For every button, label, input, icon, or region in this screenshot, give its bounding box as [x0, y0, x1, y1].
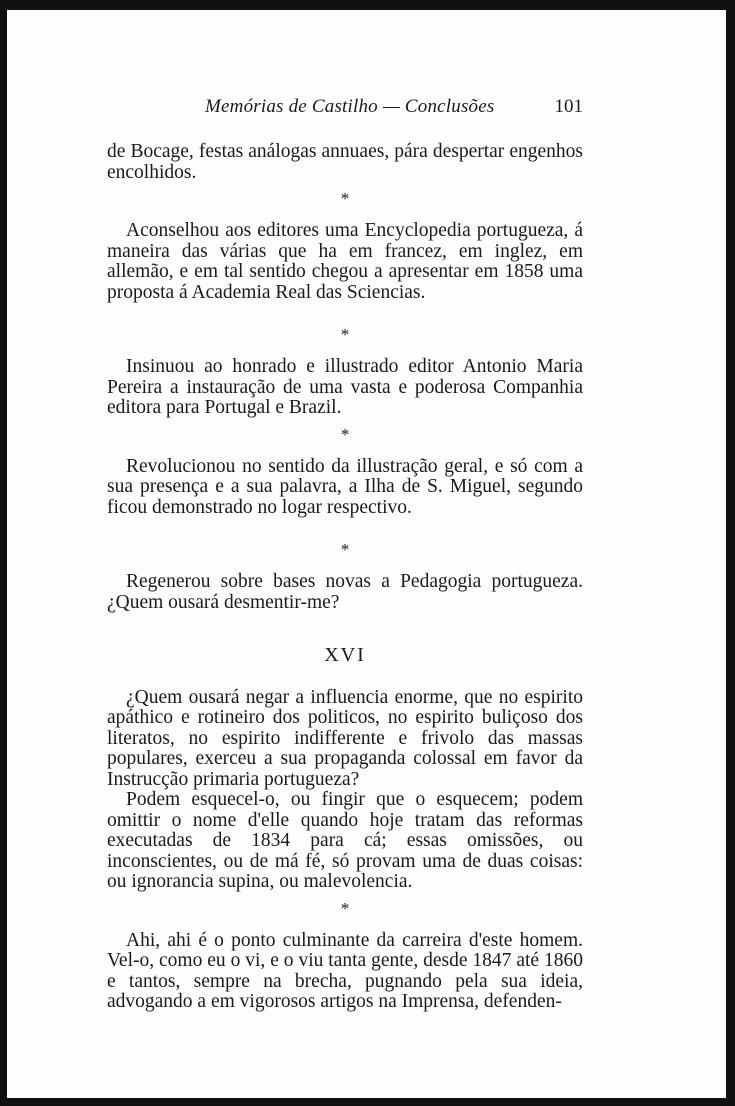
paragraph-1: de Bocage, festas análogas annuaes, pára despertar engenhos encolhidos.	[107, 141, 583, 183]
section-heading: XVI	[324, 644, 366, 666]
page-number: 101	[554, 96, 583, 117]
paragraph-6: ¿Quem ousará negar a influencia enorme, que no espirito apáthico e rotineiro dos politicos, no espirito buliçoso dos literatos, no espirito indifferente e frivolo das massas populares, exerceu a sua propaganda colossal em favor da Instrucção primaria portugueza?	[107, 686, 583, 790]
section-divider-star: *	[340, 540, 350, 559]
paragraph-7: Podem esquecel-o, ou fingir que o esquecem; podem omittir o nome d'elle quando hoje tratam das reformas executadas de 1834 para cá; essas omissões, ou inconscientes, ou de má fé, só provam uma de duas coisas: ou ignorancia supina, ou malevolencia.	[107, 789, 583, 892]
paragraph-4: Revolucionou no sentido da illustração geral, e só com a sua presença e a sua palavra, a Ilha de S. Miguel, segundo ficou demonstrado no logar respectivo.	[107, 455, 583, 518]
section-divider-star: *	[340, 424, 350, 444]
section-divider-star: *	[340, 189, 350, 208]
paragraph-3: Insinuou ao honrado e illustrado editor Antonio Maria Pereira a instauração de uma vasta e poderosa Companhia editora para Portugal e Brazil.	[107, 356, 583, 418]
section-divider-star: *	[340, 325, 350, 344]
page-header	[107, 96, 583, 122]
paragraph-2: Aconselhou aos editores uma Encyclopedia portugueza, á maneira das várias que ha em francez, em inglez, em allemão, e em tal sentido chegou a apresentar em 1858 uma proposta á Academia Real das Sciencias.	[107, 220, 583, 303]
paragraph-8: Ahi, ahi é o ponto culminante da carreira d'este homem. Vel-o, como eu o vi, e o viu tanta gente, desde 1847 até 1860 e tantos, sempre na brecha, pugnando pela sua ideia, advogando a em vigorosos artigos na Imprensa, defenden-	[107, 929, 583, 1012]
page-body	[107, 142, 583, 1013]
paragraph-5: Regenerou sobre bases novas a Pedagogia portugueza. ¿Quem ousará desmentir-me?	[107, 571, 583, 613]
running-title: Memórias de Castilho — Conclusões	[205, 96, 495, 117]
section-divider-star: *	[340, 898, 350, 918]
